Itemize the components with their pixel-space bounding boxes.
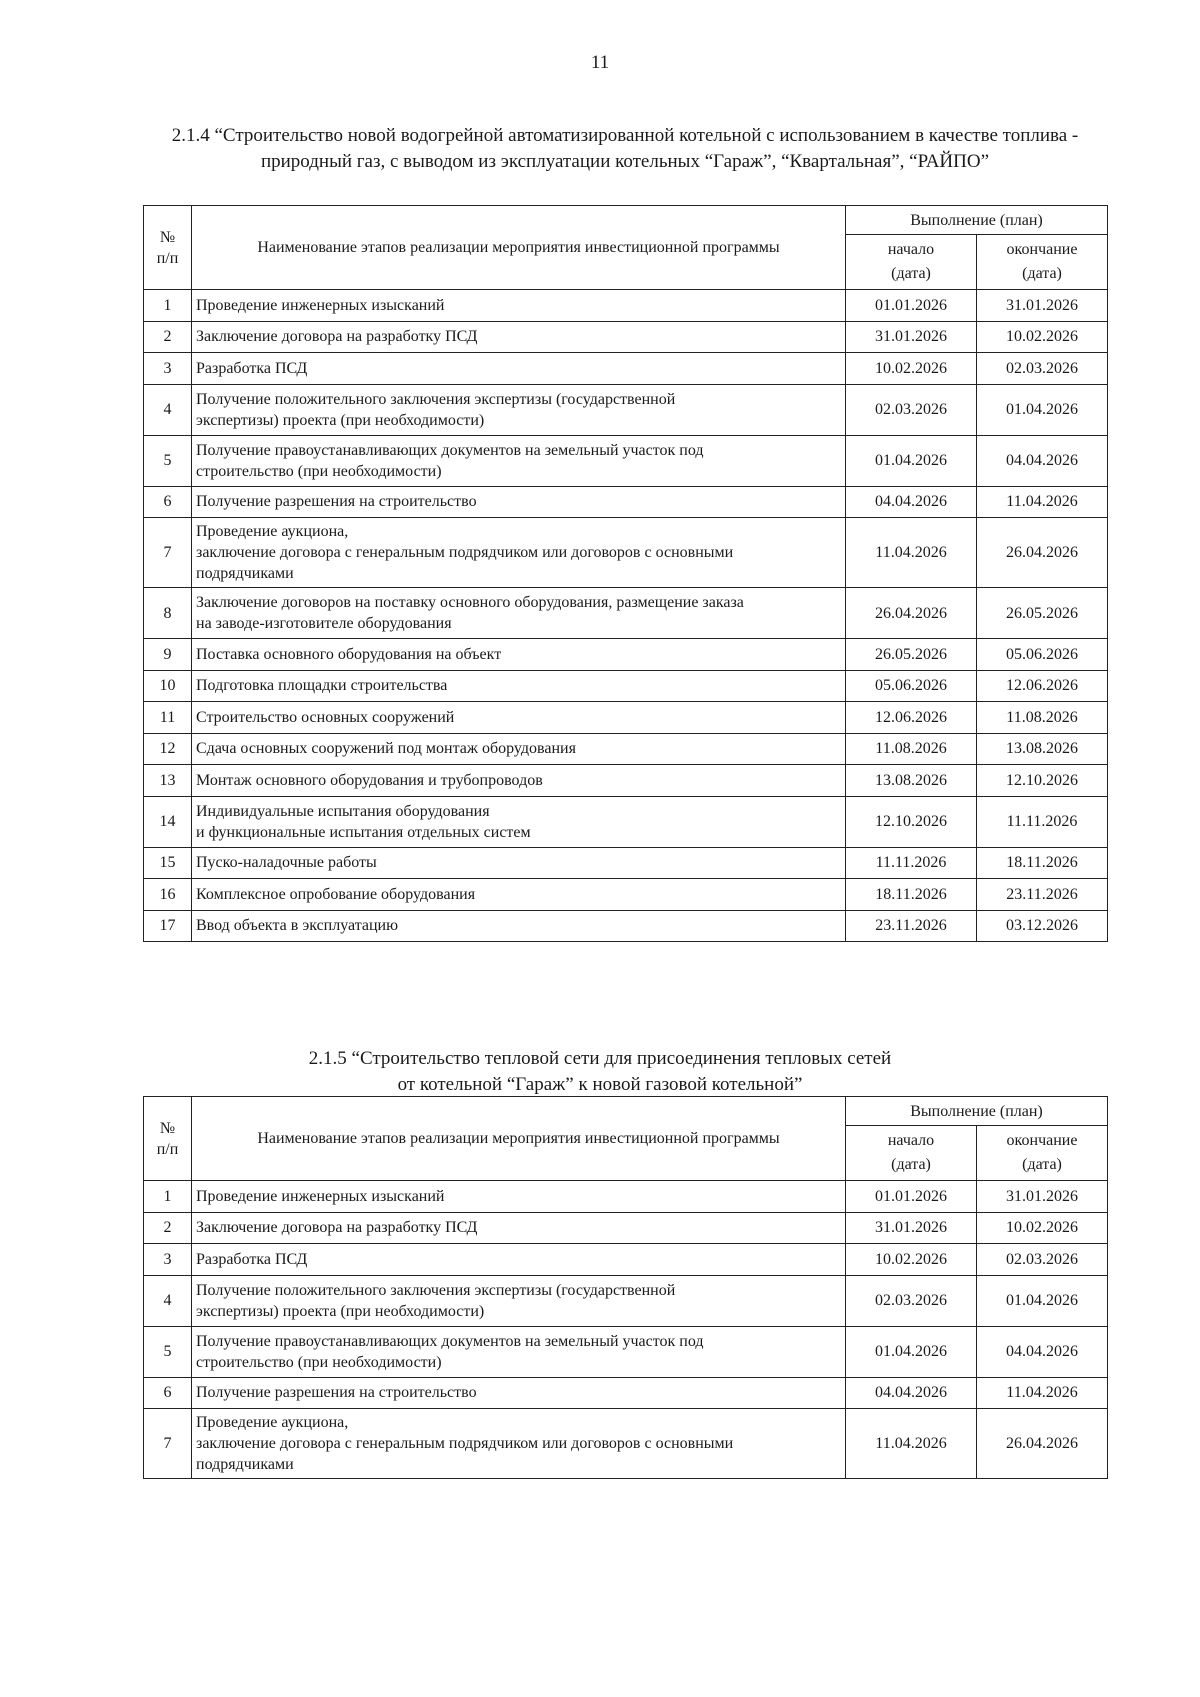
start-date: 05.06.2026 [875, 677, 947, 695]
stage-name-cell [192, 765, 846, 797]
row-number: 4 [163, 401, 172, 418]
table-row [144, 847, 1108, 879]
stage-name-cell [192, 1244, 846, 1276]
stage-name-cell [192, 1326, 846, 1377]
start-date-cell [846, 639, 977, 671]
row-number-cell [144, 733, 192, 765]
start-date: 12.10.2026 [875, 813, 947, 830]
stage-name: Проведение аукциона, заключение договора с генеральным подрядчиком или договоров с основными подрядчиками [196, 523, 734, 582]
header-start: начало (дата) [846, 235, 977, 290]
start-date: 04.04.2026 [875, 493, 947, 511]
start-date-cell [846, 910, 977, 942]
end-date-cell [977, 1212, 1108, 1244]
end-date: 11.11.2026 [1006, 813, 1078, 830]
start-date-cell [846, 1377, 977, 1409]
start-date-cell [846, 353, 977, 385]
stage-name: Заключение договора на разработку ПСД [196, 1219, 478, 1237]
end-date: 11.04.2026 [1006, 1384, 1078, 1402]
row-number: 6 [163, 493, 172, 511]
stage-name: Получение правоустанавливающих документов на земельный участок под строительство (при необходимости) [196, 441, 704, 480]
stages-table-2-1-5 [143, 1096, 1108, 1479]
end-date-cell [977, 910, 1108, 942]
end-date: 02.03.2026 [1006, 1250, 1078, 1268]
stage-name-cell [192, 670, 846, 702]
table-row [144, 670, 1108, 702]
table-row [144, 1409, 1108, 1479]
table-row [144, 765, 1108, 797]
row-number: 1 [163, 1187, 172, 1205]
header-execution: Выполнение (план) [846, 1097, 1108, 1126]
end-date-cell [977, 290, 1108, 322]
row-number: 1 [163, 296, 172, 314]
end-date: 31.01.2026 [1006, 296, 1078, 314]
start-date: 23.11.2026 [875, 917, 947, 935]
row-number-cell [144, 796, 192, 847]
end-date: 12.10.2026 [1006, 771, 1078, 789]
stage-name: Заключение договора на разработку ПСД [196, 328, 478, 346]
start-date: 02.03.2026 [875, 401, 947, 418]
stage-name: Подготовка площадки строительства [196, 677, 448, 695]
stage-name: Получение положительного заключения экспертизы (государственной экспертизы) проекта (при необходимости) [196, 1281, 676, 1320]
table-row [144, 879, 1108, 911]
row-number: 3 [163, 1250, 172, 1268]
stage-name-cell [192, 435, 846, 486]
end-date-cell [977, 879, 1108, 911]
end-date-cell [977, 1275, 1108, 1326]
start-date-cell [846, 384, 977, 435]
start-date: 01.01.2026 [875, 1187, 947, 1205]
end-date-cell [977, 353, 1108, 385]
table-row [144, 1275, 1108, 1326]
row-number: 11 [159, 708, 176, 726]
stage-name-cell [192, 1212, 846, 1244]
end-date-cell [977, 702, 1108, 734]
row-number-cell [144, 670, 192, 702]
start-date: 13.08.2026 [875, 771, 947, 789]
start-date-cell [846, 702, 977, 734]
header-end: окончание (дата) [977, 1126, 1108, 1181]
table-row [144, 1181, 1108, 1213]
end-date-cell [977, 765, 1108, 797]
end-date-cell [977, 518, 1108, 588]
end-date-cell [977, 1244, 1108, 1276]
end-date: 10.02.2026 [1006, 328, 1078, 346]
end-date: 26.05.2026 [1006, 604, 1078, 622]
start-date: 01.01.2026 [875, 296, 947, 314]
row-number: 6 [163, 1384, 172, 1402]
stage-name-cell [192, 910, 846, 942]
end-date-cell [977, 670, 1108, 702]
stage-name: Получение разрешения на строительство [196, 493, 477, 511]
stage-name-cell [192, 1181, 846, 1213]
stage-name-cell [192, 588, 846, 639]
stage-name: Поставка основного оборудования на объект [196, 645, 502, 663]
stage-name-cell [192, 486, 846, 518]
row-number: 12 [159, 740, 176, 758]
table-row [144, 702, 1108, 734]
start-date: 11.08.2026 [875, 740, 947, 758]
start-date-cell [846, 847, 977, 879]
end-date-cell [977, 321, 1108, 353]
stage-name: Проведение инженерных изысканий [196, 296, 445, 314]
stage-name: Заключение договоров на поставку основного оборудования, размещение заказа на заводе-изготовителе оборудования [196, 594, 744, 632]
stage-name: Строительство основных сооружений [196, 708, 455, 726]
row-number-cell [144, 353, 192, 385]
start-date-cell [846, 879, 977, 911]
row-number-cell [144, 1377, 192, 1409]
end-date-cell [977, 435, 1108, 486]
end-date: 04.04.2026 [1006, 452, 1078, 469]
end-date-cell [977, 733, 1108, 765]
start-date: 12.06.2026 [875, 708, 947, 726]
end-date: 11.08.2026 [1006, 708, 1078, 726]
row-number: 4 [163, 1292, 172, 1309]
start-date: 02.03.2026 [875, 1292, 947, 1309]
row-number-cell [144, 290, 192, 322]
row-number: 17 [159, 917, 176, 935]
row-number-cell [144, 765, 192, 797]
row-number-cell [144, 639, 192, 671]
row-number-cell [144, 1275, 192, 1326]
header-execution: Выполнение (план) [846, 206, 1108, 235]
stage-name-cell [192, 796, 846, 847]
start-date: 31.01.2026 [875, 328, 947, 346]
stage-name: Комплексное опробование оборудования [196, 885, 476, 903]
stage-name-cell [192, 1409, 846, 1479]
stage-name-cell [192, 518, 846, 588]
start-date-cell [846, 1212, 977, 1244]
header-name: Наименование этапов реализации мероприятия инвестиционной программы [192, 1097, 846, 1181]
end-date-cell [977, 639, 1108, 671]
stage-name: Ввод объекта в эксплуатацию [196, 917, 399, 935]
start-date: 26.04.2026 [875, 604, 947, 622]
stage-name: Разработка ПСД [196, 359, 308, 377]
end-date: 04.04.2026 [1006, 1343, 1078, 1360]
table-row [144, 796, 1108, 847]
stage-name-cell [192, 847, 846, 879]
stage-name-cell [192, 1275, 846, 1326]
end-date: 31.01.2026 [1006, 1187, 1078, 1205]
row-number: 7 [163, 544, 172, 561]
stage-name: Разработка ПСД [196, 1250, 308, 1268]
stage-name-cell [192, 702, 846, 734]
stage-name: Получение правоустанавливающих документов на земельный участок под строительство (при необходимости) [196, 1332, 704, 1371]
start-date-cell [846, 765, 977, 797]
table-row [144, 1212, 1108, 1244]
header-end: окончание (дата) [977, 235, 1108, 290]
end-date-cell [977, 796, 1108, 847]
stage-name-cell [192, 879, 846, 911]
table-row [144, 1377, 1108, 1409]
table-row [144, 290, 1108, 322]
end-date-cell [977, 1326, 1108, 1377]
row-number: 10 [159, 677, 176, 695]
row-number-cell [144, 486, 192, 518]
table-body [144, 290, 1108, 942]
row-number-cell [144, 702, 192, 734]
table-row [144, 910, 1108, 942]
row-number: 14 [159, 813, 176, 830]
row-number: 16 [159, 885, 176, 903]
start-date-cell [846, 1409, 977, 1479]
table-row [144, 588, 1108, 639]
row-number: 13 [159, 771, 176, 789]
start-date-cell [846, 486, 977, 518]
header-start: начало (дата) [846, 1126, 977, 1181]
table-row [144, 353, 1108, 385]
table-row [144, 733, 1108, 765]
start-date: 04.04.2026 [875, 1384, 947, 1402]
start-date: 11.04.2026 [875, 544, 947, 561]
row-number: 15 [159, 854, 176, 872]
end-date: 13.08.2026 [1006, 740, 1078, 758]
end-date-cell [977, 384, 1108, 435]
table-row [144, 321, 1108, 353]
end-date: 26.04.2026 [1006, 544, 1078, 561]
start-date: 11.11.2026 [875, 854, 947, 872]
stage-name: Сдача основных сооружений под монтаж оборудования [196, 740, 576, 758]
stage-name-cell [192, 733, 846, 765]
section-title-2-1-5: 2.1.5 “Строительство тепловой сети для присоединения тепловых сетей от котельной “Гараж” к новой газовой котельной” [308, 1048, 892, 1095]
start-date-cell [846, 321, 977, 353]
row-number-cell [144, 1212, 192, 1244]
start-date-cell [846, 588, 977, 639]
start-date: 01.04.2026 [875, 1343, 947, 1360]
start-date: 31.01.2026 [875, 1219, 947, 1237]
header-num: № п/п [144, 206, 192, 290]
row-number: 5 [163, 452, 172, 469]
row-number-cell [144, 1244, 192, 1276]
row-number-cell [144, 518, 192, 588]
header-num: № п/п [144, 1097, 192, 1181]
stage-name: Получение разрешения на строительство [196, 1384, 477, 1402]
end-date: 03.12.2026 [1006, 917, 1078, 935]
stage-name: Пуско-наладочные работы [196, 854, 377, 872]
row-number: 5 [163, 1343, 172, 1360]
stage-name-cell [192, 321, 846, 353]
stage-name: Проведение аукциона, заключение договора с генеральным подрядчиком или договоров с основными подрядчиками [196, 1414, 734, 1473]
stage-name: Монтаж основного оборудования и трубопроводов [196, 771, 543, 789]
table-row [144, 384, 1108, 435]
stage-name-cell [192, 1377, 846, 1409]
end-date: 10.02.2026 [1006, 1219, 1078, 1237]
start-date-cell [846, 1275, 977, 1326]
table-body [144, 1181, 1108, 1479]
end-date: 01.04.2026 [1006, 1292, 1078, 1309]
stage-name: Индивидуальные испытания оборудования и функциональные испытания отдельных систем [196, 802, 531, 841]
row-number: 7 [163, 1435, 172, 1452]
row-number-cell [144, 1326, 192, 1377]
row-number: 2 [163, 1219, 172, 1237]
end-date-cell [977, 588, 1108, 639]
row-number-cell [144, 384, 192, 435]
end-date-cell [977, 1377, 1108, 1409]
start-date: 01.04.2026 [875, 452, 947, 469]
start-date-cell [846, 733, 977, 765]
start-date-cell [846, 435, 977, 486]
start-date: 26.05.2026 [875, 645, 947, 663]
end-date: 11.04.2026 [1006, 493, 1078, 511]
end-date: 01.04.2026 [1006, 401, 1078, 418]
stage-name-cell [192, 290, 846, 322]
start-date-cell [846, 1244, 977, 1276]
end-date: 02.03.2026 [1006, 359, 1078, 377]
stage-name-cell [192, 384, 846, 435]
start-date: 10.02.2026 [875, 1250, 947, 1268]
stage-name: Проведение инженерных изысканий [196, 1187, 445, 1205]
end-date-cell [977, 847, 1108, 879]
end-date: 12.06.2026 [1006, 677, 1078, 695]
end-date: 05.06.2026 [1006, 645, 1078, 663]
row-number-cell [144, 1409, 192, 1479]
start-date-cell [846, 290, 977, 322]
start-date: 10.02.2026 [875, 359, 947, 377]
start-date-cell [846, 518, 977, 588]
stage-name-cell [192, 353, 846, 385]
start-date: 18.11.2026 [875, 885, 947, 903]
start-date-cell [846, 1181, 977, 1213]
start-date-cell [846, 1326, 977, 1377]
row-number-cell [144, 321, 192, 353]
row-number: 9 [163, 645, 172, 663]
page-number: 11 [590, 52, 610, 73]
end-date: 23.11.2026 [1006, 885, 1078, 903]
row-number-cell [144, 1181, 192, 1213]
row-number-cell [144, 910, 192, 942]
row-number-cell [144, 435, 192, 486]
row-number-cell [144, 588, 192, 639]
stage-name-cell [192, 639, 846, 671]
start-date: 11.04.2026 [875, 1435, 947, 1452]
start-date-cell [846, 796, 977, 847]
stage-name: Получение положительного заключения экспертизы (государственной экспертизы) проекта (при необходимости) [196, 390, 676, 429]
row-number: 8 [163, 604, 172, 622]
end-date-cell [977, 486, 1108, 518]
table-row [144, 518, 1108, 588]
table-row [144, 639, 1108, 671]
row-number: 2 [163, 328, 172, 346]
table-row [144, 1244, 1108, 1276]
section-title-2-1-4: 2.1.4 “Строительство новой водогрейной автоматизированной котельной с использованием в качестве топлива - природный газ, с выводом из эксплуатации котельных “Гараж”, “Квартальная”, “РАЙПО” [171, 125, 1079, 172]
table-row [144, 1326, 1108, 1377]
end-date: 26.04.2026 [1006, 1435, 1078, 1452]
row-number-cell [144, 879, 192, 911]
header-name: Наименование этапов реализации мероприятия инвестиционной программы [192, 206, 846, 290]
row-number-cell [144, 847, 192, 879]
start-date-cell [846, 670, 977, 702]
end-date-cell [977, 1409, 1108, 1479]
end-date: 18.11.2026 [1006, 854, 1078, 872]
row-number: 3 [163, 359, 172, 377]
stages-table-2-1-4 [143, 205, 1108, 942]
table-row [144, 486, 1108, 518]
table-row [144, 435, 1108, 486]
end-date-cell [977, 1181, 1108, 1213]
